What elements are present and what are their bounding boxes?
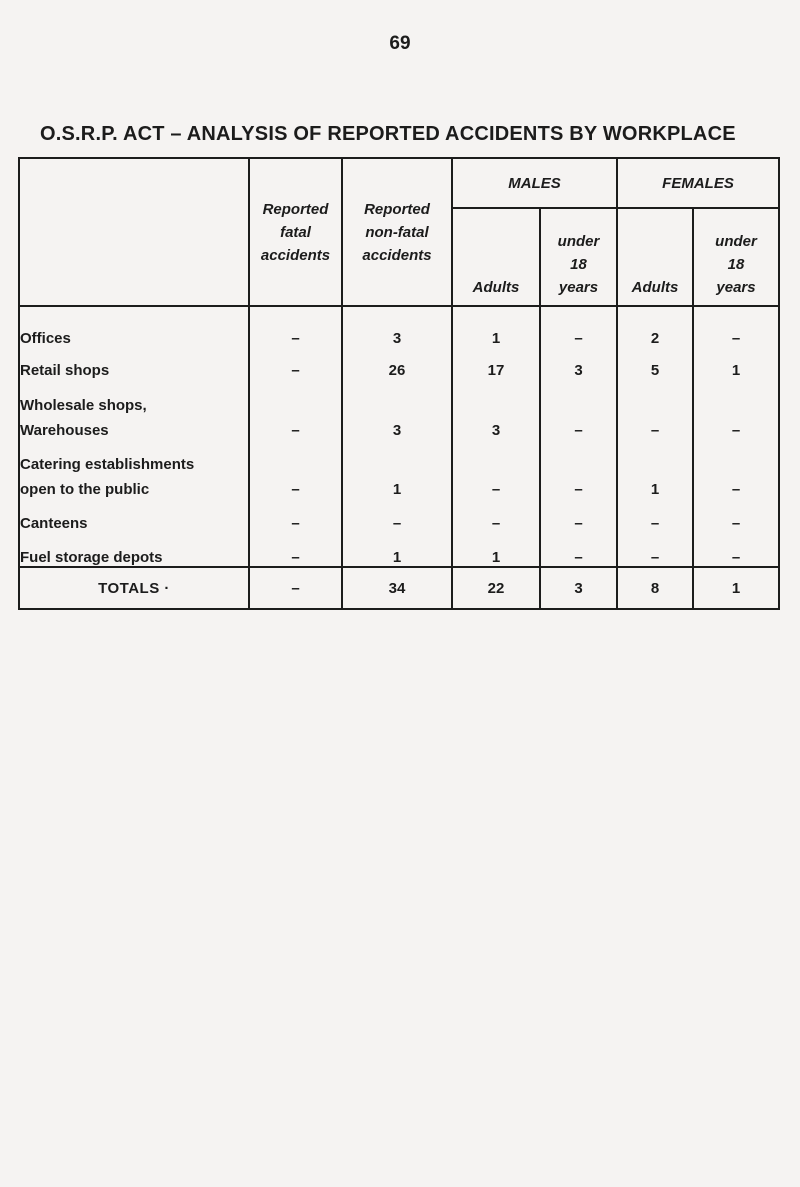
table-row: [19, 439, 779, 498]
male-adults-cell: 1: [452, 306, 540, 347]
page-number: 69: [389, 33, 411, 54]
females-header: FEMALES: [617, 158, 779, 208]
fatal-header: [249, 158, 342, 306]
workplace-header: [19, 158, 249, 306]
female-adults-cell: –: [617, 498, 693, 532]
row-label-line: Catering establishments: [20, 456, 195, 473]
non-fatal-cell: 1: [342, 439, 452, 498]
table-row: [19, 498, 779, 532]
under18-line: under: [557, 233, 600, 250]
male-adults-cell: –: [452, 439, 540, 498]
male-adults-header: Adults: [452, 208, 540, 306]
non-fatal-cell: 3: [342, 306, 452, 347]
fatal-cell: –: [249, 498, 342, 532]
under18-line: under: [715, 233, 757, 250]
female-adults-cell: –: [617, 532, 693, 567]
female-adults-cell: 5: [617, 347, 693, 379]
non-fatal-cell: –: [342, 498, 452, 532]
female-under18-cell: –: [693, 439, 779, 498]
males-header: MALES: [452, 158, 617, 208]
fatal-cell: –: [249, 306, 342, 347]
male-under18-cell: –: [540, 439, 617, 498]
male-under18-cell: –: [540, 498, 617, 532]
non-fatal-cell: 1: [342, 532, 452, 567]
female-under18-cell: –: [693, 532, 779, 567]
table-row: [19, 347, 779, 379]
fatal-cell: –: [249, 532, 342, 567]
non-fatal-header: [342, 158, 452, 306]
row-label: [19, 379, 249, 439]
female-under18-cell: –: [693, 498, 779, 532]
totals-label: TOTALS ·: [19, 567, 249, 609]
under18-line: 18: [570, 256, 587, 273]
totals-row: [19, 567, 779, 609]
under18-line: years: [558, 279, 599, 296]
male-adults-cell: 1: [452, 532, 540, 567]
female-under18-header: [693, 208, 779, 306]
fatal-cell: –: [249, 347, 342, 379]
male-under18-cell: 3: [540, 347, 617, 379]
female-under18-cell: –: [693, 306, 779, 347]
non-fatal-total: 34: [342, 567, 452, 609]
row-label-line: Wholesale shops,: [20, 397, 147, 414]
table-row: [19, 306, 779, 347]
female-adults-header: Adults: [617, 208, 693, 306]
female-under18-total: 1: [693, 567, 779, 609]
under18-line: 18: [727, 256, 745, 273]
female-under18-cell: 1: [693, 347, 779, 379]
row-label: Fuel storage depots: [19, 532, 249, 567]
fatal-header-line: Reported: [262, 200, 329, 218]
fatal-total: –: [249, 567, 342, 609]
fatal-cell: –: [249, 439, 342, 498]
non-fatal-header-line: accidents: [362, 246, 432, 264]
female-under18-cell: –: [693, 379, 779, 439]
male-under18-cell: –: [540, 379, 617, 439]
male-adults-cell: 17: [452, 347, 540, 379]
male-under18-cell: –: [540, 306, 617, 347]
row-label: Offices: [19, 306, 249, 347]
fatal-header-line: accidents: [260, 246, 331, 264]
male-adults-total: 22: [452, 567, 540, 609]
female-adults-cell: 1: [617, 439, 693, 498]
male-adults-cell: 3: [452, 379, 540, 439]
table-title: O.S.R.P. ACT – ANALYSIS OF REPORTED ACCIDENTS BY WORKPLACE: [40, 123, 736, 145]
table-row: [19, 532, 779, 567]
male-under18-total: 3: [540, 567, 617, 609]
non-fatal-header-line: Reported: [364, 200, 430, 218]
table-row: [19, 379, 779, 439]
fatal-cell: –: [249, 379, 342, 439]
non-fatal-header-line: non-fatal: [365, 223, 429, 241]
fatal-header-line: fatal: [280, 223, 311, 241]
male-under18-cell: –: [540, 532, 617, 567]
row-label-line: Warehouses: [20, 422, 109, 439]
row-label: Retail shops: [19, 347, 249, 379]
female-adults-total: 8: [617, 567, 693, 609]
row-label-line: open to the public: [20, 481, 150, 498]
non-fatal-cell: 26: [342, 347, 452, 379]
accidents-table: [18, 157, 780, 610]
female-adults-cell: –: [617, 379, 693, 439]
under18-line: years: [716, 279, 756, 296]
male-adults-cell: –: [452, 498, 540, 532]
row-label: [19, 439, 249, 498]
female-adults-cell: 2: [617, 306, 693, 347]
row-label: Canteens: [19, 498, 249, 532]
male-under18-header: [540, 208, 617, 306]
non-fatal-cell: 3: [342, 379, 452, 439]
